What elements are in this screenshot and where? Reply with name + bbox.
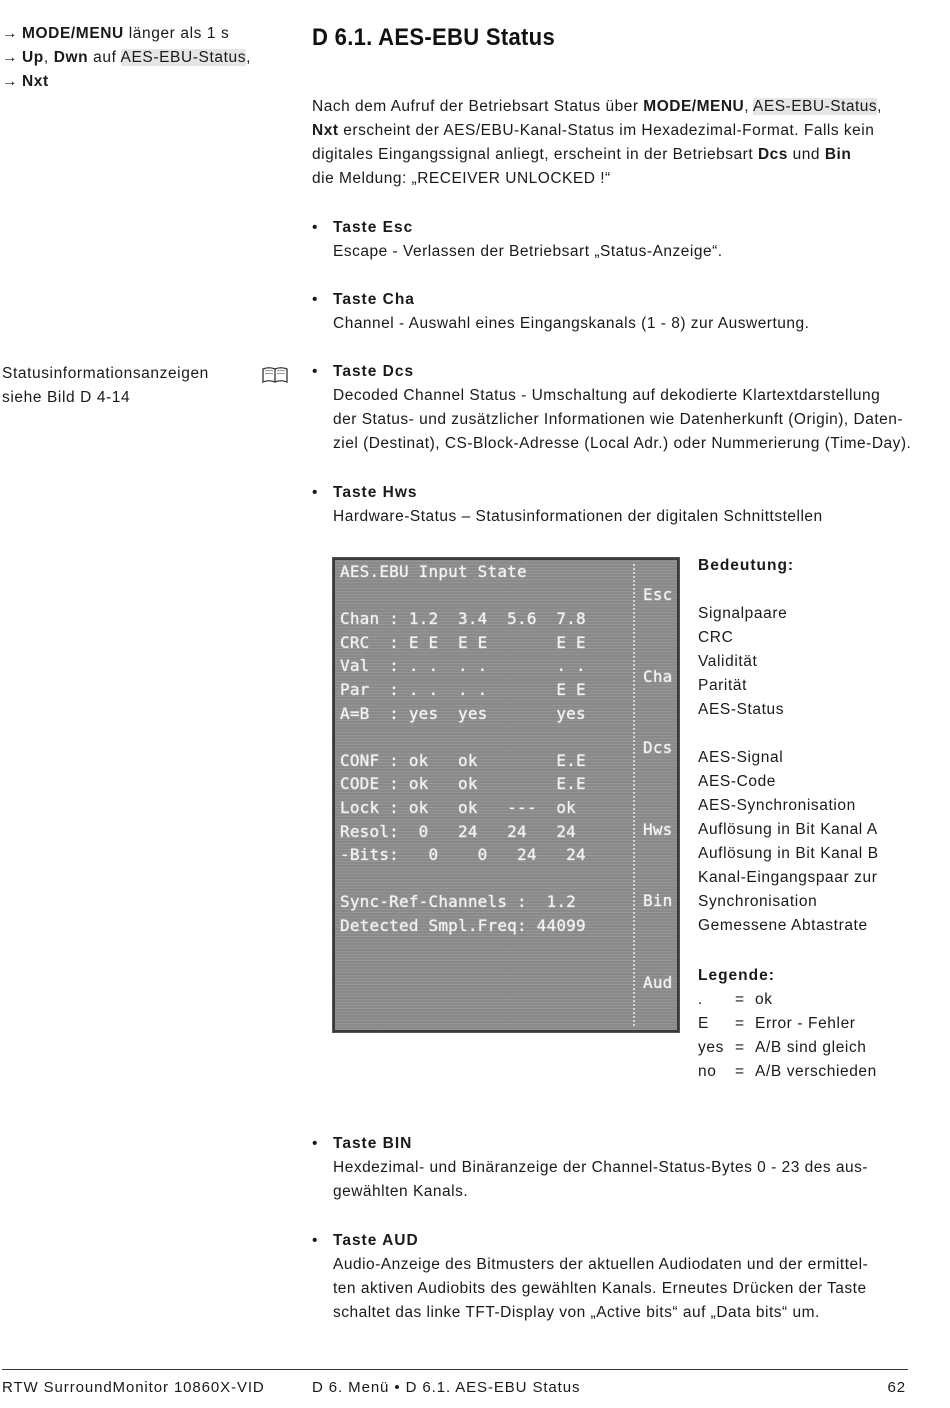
bullet-text-line: Decoded Channel Status - Umschaltung auf dekodierte Klartextdarstellung [333, 387, 881, 404]
bullet-text-line: Escape - Verlassen der Betriebsart „Status-Anzeige“. [333, 243, 723, 260]
intro-part: Nxt [312, 122, 339, 139]
intro-part: MODE/MENU [643, 98, 745, 115]
side-nav-part: Nxt [22, 73, 49, 90]
intro-part: AES-EBU-Status [753, 98, 878, 115]
meaning-item: CRC [698, 629, 734, 646]
bullet-dot: • [312, 1135, 318, 1152]
meaning-heading: Bedeutung: [698, 557, 795, 574]
meaning-list [698, 554, 918, 938]
legend-val: ok [755, 991, 773, 1008]
intro-part: die Meldung: „RECEIVER UNLOCKED !“ [312, 170, 611, 187]
screen-text-line: Val : . . . . . . [340, 656, 586, 676]
legend-eq: = [735, 991, 745, 1008]
legend-eq: = [735, 1015, 745, 1032]
footer-page-number: 62 [887, 1379, 906, 1396]
meaning-item: AES-Status [698, 701, 785, 718]
meaning-item: Synchronisation [698, 893, 818, 910]
bullet-heading: Taste Esc [333, 219, 414, 236]
side-nav-part: , [246, 49, 252, 66]
legend-val: A/B sind gleich [755, 1039, 867, 1056]
legend [698, 964, 918, 1084]
bullet-text-line: Channel - Auswahl eines Eingangskanals (1 - 8) zur Auswertung. [333, 315, 810, 332]
side-nav-step [2, 70, 287, 94]
footer-rule [2, 1369, 908, 1370]
bullet-heading: Taste AUD [333, 1232, 419, 1249]
side-nav-step [2, 46, 287, 70]
intro-part: , [744, 98, 754, 115]
screen-text-line: Detected Smpl.Freq: 44099 [340, 916, 586, 935]
intro-part: digitales Eingangssignal anliegt, erscheint in der Betriebsart [312, 146, 758, 163]
screen-text-line: CONF : ok ok E.E [340, 750, 586, 770]
bullet-taste-bin [312, 1132, 912, 1204]
legend-eq: = [735, 1063, 745, 1080]
meaning-item: Auflösung in Bit Kanal A [698, 821, 878, 838]
softkey-label: Bin [643, 891, 673, 910]
screen-text-line: Resol: 0 24 24 24 [340, 821, 576, 841]
intro-line [312, 95, 908, 119]
bullet-text-line: gewählten Kanals. [333, 1183, 469, 1200]
bullet-taste-dcs [312, 360, 912, 456]
bullet-text-line: Audio-Anzeige des Bitmusters der aktuellen Audiodaten und der ermittel- [333, 1256, 869, 1273]
legend-val: A/B verschieden [755, 1063, 877, 1080]
meaning-item: Signalpaare [698, 605, 788, 622]
legend-row [698, 988, 918, 1012]
legend-eq: = [735, 1039, 745, 1056]
side-nav-part: MODE/MENU [22, 25, 124, 42]
open-book-icon [262, 366, 288, 384]
bullet-text-line: ten aktiven Audiobits des gewählten Kanals. Erneutes Drücken der Taste [333, 1280, 867, 1297]
screen-text-line: CODE : ok ok E.E [340, 774, 586, 794]
softkey-label: Hws [643, 820, 673, 839]
meaning-item: Validität [698, 653, 758, 670]
meaning-item: AES-Signal [698, 749, 784, 766]
legend-row [698, 1012, 918, 1036]
intro-line [312, 143, 908, 167]
screen-text-line: -Bits: 0 0 24 24 [340, 845, 586, 865]
intro-part: Dcs [757, 146, 788, 163]
arrow-right-icon: → [2, 25, 19, 42]
section-title: D 6.1. AES-EBU Status [312, 24, 556, 51]
legend-row [698, 1060, 918, 1084]
side-navigation-path [2, 22, 287, 94]
bullet-dot: • [312, 291, 318, 308]
bullet-taste-hws [312, 481, 912, 529]
intro-part: , [877, 98, 882, 115]
side-nav-part: Up [22, 49, 44, 66]
bullet-text-line: Hardware-Status – Statusinformationen der digitalen Schnittstellen [333, 508, 823, 525]
screen-text-line: CRC : E E E E E E [340, 632, 586, 652]
screen-text-line: A=B : yes yes yes [340, 703, 586, 723]
legend-val: Error - Fehler [755, 1015, 856, 1032]
intro-line [312, 119, 908, 143]
footer-product-name: RTW SurroundMonitor 10860X-VID [2, 1379, 265, 1396]
side-nav-part: länger als 1 s [123, 25, 230, 42]
legend-key: . [698, 991, 703, 1008]
bullet-dot: • [312, 219, 318, 236]
bullet-heading: Taste Hws [333, 484, 418, 501]
meaning-item: Parität [698, 677, 747, 694]
meaning-item: Gemessene Abtastrate [698, 917, 868, 934]
side-reference-note [2, 362, 287, 410]
legend-key: E [698, 1015, 709, 1032]
meaning-item: AES-Synchronisation [698, 797, 856, 814]
bullet-text-line: Hexdezimal- und Binäranzeige der Channel-Status-Bytes 0 - 23 des aus- [333, 1159, 869, 1176]
side-ref-line-1: Statusinformationsanzeigen [2, 365, 209, 382]
legend-row [698, 1036, 918, 1060]
side-nav-part: AES-EBU-Status [120, 49, 247, 66]
meaning-item: Kanal-Eingangspaar zur [698, 869, 878, 886]
side-nav-part: auf [88, 49, 121, 66]
softkey-label: Cha [643, 667, 673, 686]
bullet-text-line: schaltet das linke TFT-Display von „Active bits“ auf „Data bits“ um. [333, 1304, 820, 1321]
meaning-item: AES-Code [698, 773, 777, 790]
bullet-dot: • [312, 484, 318, 501]
softkey-label: Dcs [643, 738, 673, 757]
bullet-dot: • [312, 363, 318, 380]
aes-ebu-input-state-screen [333, 558, 679, 1032]
legend-heading: Legende: [698, 967, 775, 984]
side-ref-line-2: siehe Bild D 4-14 [2, 389, 131, 406]
intro-part: erscheint der AES/EBU-Kanal-Status im Hexadezimal-Format. Falls kein [338, 122, 875, 139]
softkey-label: Aud [643, 973, 673, 992]
arrow-right-icon: → [2, 73, 19, 90]
intro-part: Bin [824, 146, 852, 163]
intro-paragraph [312, 95, 908, 191]
screen-text-line: Par : . . . . E E [340, 680, 586, 699]
side-nav-part: , [43, 49, 54, 66]
bullet-dot: • [312, 1232, 318, 1249]
softkey-label: Esc [643, 585, 673, 604]
bullet-heading: Taste Dcs [333, 363, 415, 380]
footer-section-path: D 6. Menü • D 6.1. AES-EBU Status [312, 1379, 581, 1396]
bullet-taste-cha [312, 288, 912, 336]
bullet-taste-esc [312, 216, 912, 264]
bullet-heading: Taste Cha [333, 291, 415, 308]
intro-line [312, 167, 908, 191]
intro-part: und [787, 146, 825, 163]
screen-divider [633, 564, 635, 1026]
bullet-taste-aud [312, 1229, 912, 1325]
bullet-heading: Taste BIN [333, 1135, 413, 1152]
side-nav-step [2, 22, 287, 46]
meaning-item: Auflösung in Bit Kanal B [698, 845, 879, 862]
intro-part: Nach dem Aufruf der Betriebsart Status über [312, 98, 644, 115]
bullet-text-line: der Status- und zusätzlicher Informationen wie Datenherkunft (Origin), Daten- [333, 411, 904, 428]
arrow-right-icon: → [2, 49, 19, 66]
legend-key: no [698, 1063, 717, 1080]
side-nav-part: Dwn [53, 49, 89, 66]
screen-text-line: Chan : 1.2 3.4 5.6 7.8 [340, 609, 586, 629]
legend-key: yes [698, 1039, 724, 1056]
bullet-text-line: ziel (Destinat), CS-Block-Adresse (Local Adr.) oder Nummerierung (Time-Day). [333, 435, 912, 452]
screen-text-line: Lock : ok ok --- ok [340, 798, 576, 817]
screen-text-line: AES.EBU Input State [340, 562, 527, 581]
screen-text-line: Sync-Ref-Channels : 1.2 [340, 892, 576, 912]
